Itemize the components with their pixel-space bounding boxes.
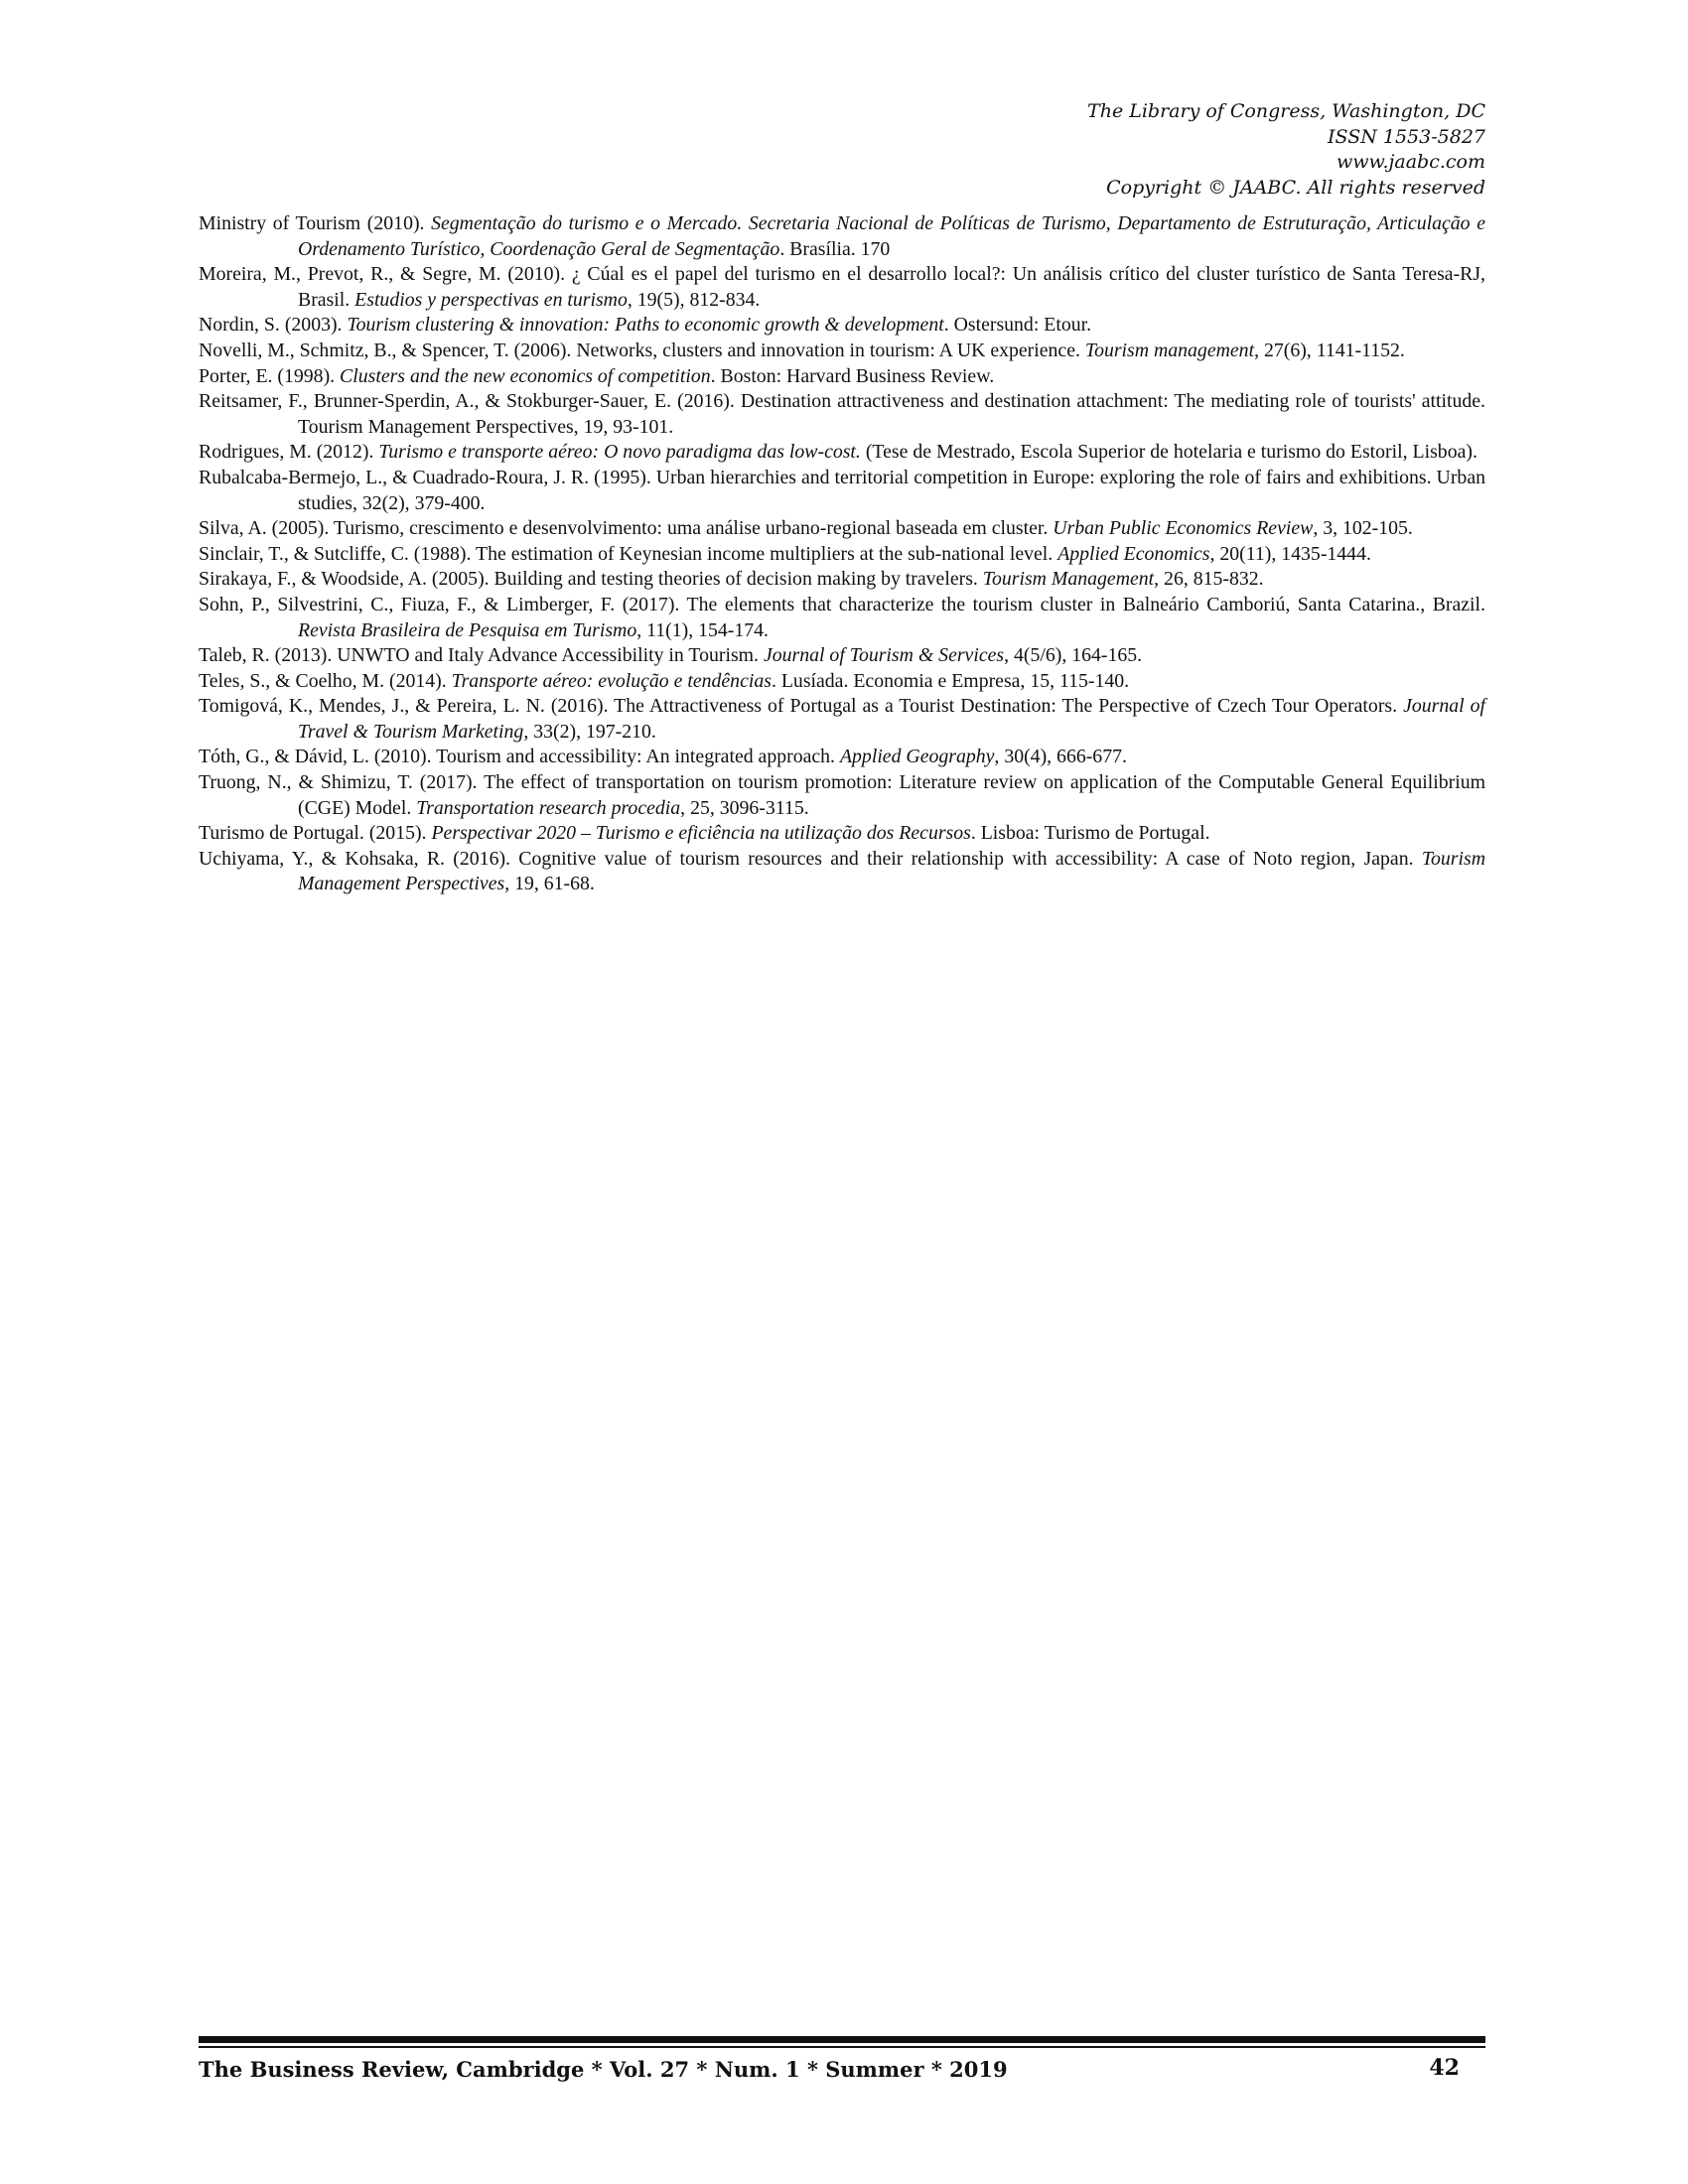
reference-italic-segment: Urban Public Economics Review <box>1053 517 1314 540</box>
reference-text-segment: , 4(5/6), 164-165. <box>1004 644 1143 667</box>
reference-text-segment: Tomigová, K., Mendes, J., & Pereira, L. N. (2016). The Attractiveness of Portugal as a Tourist Destination: The Perspective of Czech Tour Operators. <box>199 695 1404 718</box>
reference-text-segment: , 3, 102-105. <box>1313 517 1413 540</box>
reference-text-segment: Rubalcaba-Bermejo, L., & Cuadrado-Roura, J. R. (1995). Urban hierarchies and territorial competition in Europe: exploring the role of fairs and exhibitions. Urban studies, 32(2), 379-400. <box>199 466 1485 514</box>
reference-italic-segment: Tourism Management Perspectives <box>298 847 1485 895</box>
footer-rule-thin <box>199 2046 1485 2048</box>
reference-italic-segment: Journal of Tourism & Services <box>763 644 1005 667</box>
reference-text-segment: Teles, S., & Coelho, M. (2014). <box>199 669 452 692</box>
reference-entry <box>199 821 1485 847</box>
reference-text-segment: Novelli, M., Schmitz, B., & Spencer, T. (2006). Networks, clusters and innovation in tourism: A UK experience. <box>199 339 1085 361</box>
reference-entry <box>199 694 1485 745</box>
reference-text-segment: Sohn, P., Silvestrini, C., Fiuza, F., & Limberger, F. (2017). The elements that characterize the tourism cluster in Balneário Camboriú, Santa Catarina., Brazil. <box>199 593 1485 615</box>
reference-text-segment: . Brasília. 170 <box>779 237 891 260</box>
reference-italic-segment: Applied Economics <box>1057 542 1210 565</box>
reference-list <box>199 211 1485 897</box>
reference-text-segment: , 33(2), 197-210. <box>523 720 656 743</box>
reference-entry <box>199 745 1485 770</box>
reference-italic-segment: Applied Geography <box>839 746 995 768</box>
reference-entry <box>199 364 1485 390</box>
reference-text-segment: (Tese de Mestrado, Escola Superior de hotelaria e turismo do Estoril, Lisboa). <box>860 441 1477 464</box>
reference-text-segment: Taleb, R. (2013). UNWTO and Italy Advance Accessibility in Tourism. <box>199 644 764 667</box>
reference-entry <box>199 593 1485 643</box>
reference-italic-segment: Estudios y perspectivas en turismo <box>354 288 628 311</box>
reference-entry <box>199 847 1485 897</box>
reference-entry <box>199 516 1485 542</box>
reference-entry <box>199 339 1485 364</box>
reference-text-segment: Rodrigues, M. (2012). <box>199 441 379 464</box>
reference-entry <box>199 542 1485 568</box>
reference-text-segment: , 30(4), 666-677. <box>994 746 1127 768</box>
reference-entry <box>199 567 1485 593</box>
reference-text-segment: Turismo de Portugal. (2015). <box>199 822 432 845</box>
reference-italic-segment: Perspectivar 2020 – Turismo e eficiência na utilização dos Recursos <box>431 822 971 845</box>
reference-text-segment: . Lusíada. Economia e Empresa, 15, 115-140. <box>771 669 1130 692</box>
reference-italic-segment: Turismo e transporte aéreo: O novo paradigma das low-cost. <box>378 441 861 464</box>
reference-text-segment: Sirakaya, F., & Woodside, A. (2005). Building and testing theories of decision making by travelers. <box>199 568 983 591</box>
reference-italic-segment: Tourism clustering & innovation: Paths to economic growth & development <box>347 314 944 337</box>
reference-italic-segment: Transporte aéreo: evolução e tendências <box>451 669 772 692</box>
header-library-line: The Library of Congress, Washington, DC <box>1087 100 1485 122</box>
reference-entry <box>199 389 1485 440</box>
header-website-line: www.jaabc.com <box>1336 151 1485 173</box>
reference-text-segment: Silva, A. (2005). Turismo, crescimento e desenvolvimento: uma análise urbano-regional baseada em cluster. <box>199 517 1054 540</box>
reference-text-segment: , 19(5), 812-834. <box>627 288 761 311</box>
reference-italic-segment: Clusters and the new economics of competition <box>340 364 711 387</box>
reference-entry <box>199 313 1485 339</box>
footer-rule-thick <box>199 2036 1485 2043</box>
reference-text-segment: , 19, 61-68. <box>504 873 595 895</box>
reference-entry <box>199 770 1485 821</box>
reference-entry <box>199 669 1485 695</box>
reference-italic-segment: Transportation research procedia <box>416 796 681 819</box>
reference-entry <box>199 262 1485 313</box>
footer-journal-line: The Business Review, Cambridge * Vol. 27 * Num. 1 * Summer * 2019 <box>199 2057 1008 2082</box>
reference-text-segment: , 27(6), 1141-1152. <box>1254 339 1405 361</box>
reference-entry <box>199 466 1485 516</box>
reference-text-segment: , 20(11), 1435-1444. <box>1209 542 1371 565</box>
reference-text-segment: , 11(1), 154-174. <box>636 618 769 641</box>
reference-text-segment: Ministry of Tourism (2010). <box>199 212 432 234</box>
reference-text-segment: Tóth, G., & Dávid, L. (2010). Tourism and accessibility: An integrated approach. <box>199 746 840 768</box>
reference-text-segment: , 26, 815-832. <box>1154 568 1264 591</box>
reference-entry <box>199 211 1485 262</box>
reference-italic-segment: Revista Brasileira de Pesquisa em Turismo <box>298 618 637 641</box>
reference-italic-segment: Journal of Travel & Tourism Marketing <box>298 695 1485 743</box>
reference-italic-segment: Tourism management <box>1084 339 1255 361</box>
reference-text-segment: , 25, 3096-3115. <box>680 796 809 819</box>
reference-text-segment: Nordin, S. (2003). <box>199 314 348 337</box>
reference-text-segment: Truong, N., & Shimizu, T. (2017). The effect of transportation on tourism promotion: Literature review on application of the Computable General Equilibrium (CGE) Model. <box>199 771 1485 819</box>
reference-italic-segment: Segmentação do turismo e o Mercado. Secretaria Nacional de Políticas de Turismo, Departamento de Estruturação, Articulação e Ordenamento Turístico, Coordenação Geral de Segmentação <box>298 212 1485 260</box>
reference-text-segment: Uchiyama, Y., & Kohsaka, R. (2016). Cognitive value of tourism resources and their relationship with accessibility: A case of Noto region, Japan. <box>199 847 1422 870</box>
reference-text-segment: . Ostersund: Etour. <box>943 314 1092 337</box>
reference-text-segment: . Lisboa: Turismo de Portugal. <box>970 822 1210 845</box>
reference-text-segment: Sinclair, T., & Sutcliffe, C. (1988). The estimation of Keynesian income multipliers at the sub-national level. <box>199 542 1058 565</box>
journal-header <box>890 99 1485 201</box>
reference-text-segment: . Boston: Harvard Business Review. <box>710 364 995 387</box>
header-issn-line: ISSN 1553-5827 <box>1328 125 1485 148</box>
reference-text-segment: Reitsamer, F., Brunner-Sperdin, A., & Stokburger-Sauer, E. (2016). Destination attractiveness and destination attachment: The mediating role of tourists' attitude. Tourism Management Perspectives, 19, 93-101. <box>199 390 1485 438</box>
reference-entry <box>199 440 1485 466</box>
reference-text-segment: Porter, E. (1998). <box>199 364 341 387</box>
reference-italic-segment: Tourism Management <box>982 568 1155 591</box>
reference-entry <box>199 643 1485 669</box>
header-copyright-line: Copyright © JAABC. All rights reserved <box>1106 176 1485 199</box>
reference-text-segment: Moreira, M., Prevot, R., & Segre, M. (2010). ¿ Cúal es el papel del turismo en el desarrollo local?: Un análisis crítico del cluster turístico de Santa Teresa-RJ, Brasil. <box>199 263 1485 311</box>
page-number: 42 <box>1429 2055 1460 2081</box>
